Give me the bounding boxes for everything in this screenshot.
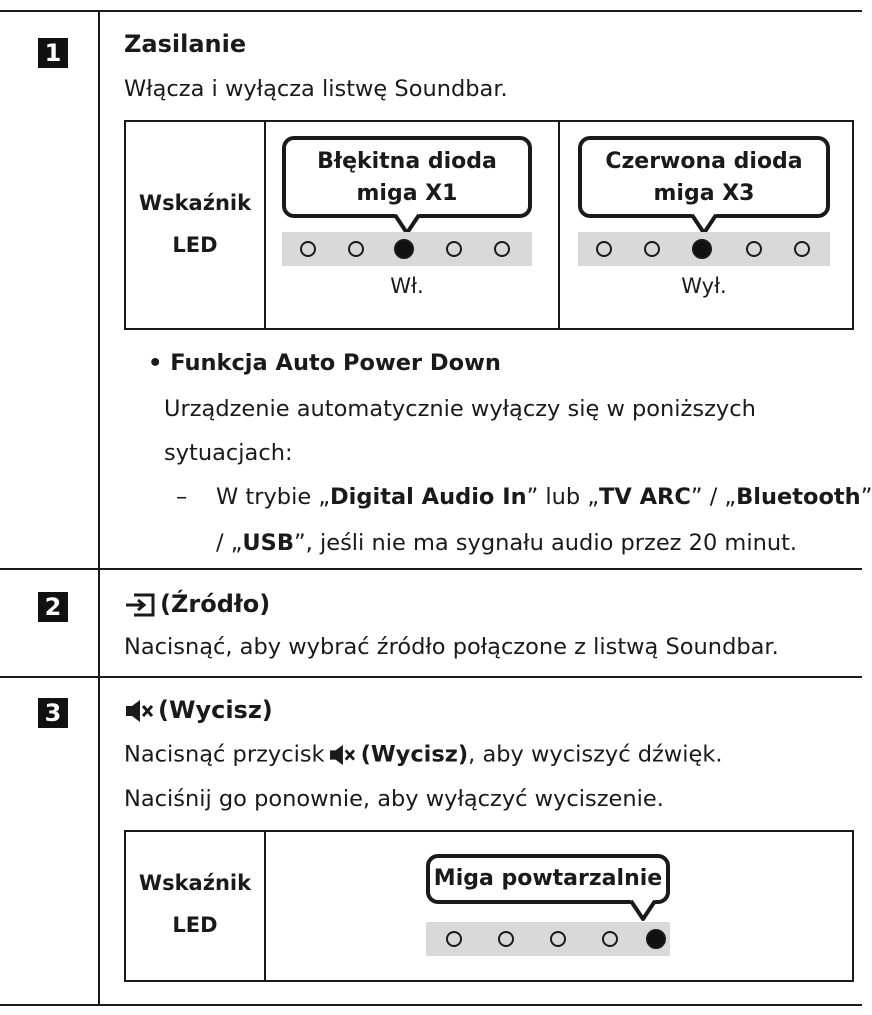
bottom-rule [0, 1004, 862, 1006]
led-dot [644, 241, 660, 257]
callout-tail [630, 900, 656, 922]
bullet-text-line1: Urządzenie automatycznie wyłączy się w poniższych [164, 396, 756, 422]
text-part: W trybie „ [216, 484, 330, 510]
led-dot-lit [646, 929, 666, 949]
section-title-power: Zasilanie [124, 30, 247, 58]
text-part: ”, jeśli nie ma sygnału audio przez 20 minut. [294, 530, 798, 556]
section-description-source: Nacisnąć, aby wybrać źródło połączone z listwą Soundbar. [124, 634, 779, 660]
callout-blue-led [282, 136, 532, 218]
led-dot [596, 241, 612, 257]
text-part: ” [860, 484, 872, 510]
led-dot [602, 931, 618, 947]
led-dot [446, 241, 462, 257]
mute-button-label: (Wycisz) [360, 741, 469, 768]
led-label [126, 862, 264, 946]
callout-blink-text: Miga powtarzalnie [433, 866, 663, 891]
led-dot [300, 241, 316, 257]
mute-icon [124, 698, 154, 724]
mode-bluetooth: Bluetooth [736, 484, 861, 510]
section-number-2: 2 [38, 592, 68, 622]
led-dot [746, 241, 762, 257]
led-label-line2: LED [172, 913, 218, 937]
section-title-mute [124, 696, 273, 724]
text-part: ” / „ [690, 484, 737, 510]
top-rule [0, 10, 862, 12]
sub-bullet-line2 [216, 532, 797, 555]
section-number-3: 3 [38, 698, 68, 728]
led-strip [282, 232, 532, 266]
led-dot [348, 241, 364, 257]
section-number-1: 1 [38, 38, 68, 68]
mute-icon [327, 743, 357, 767]
led-label-line1: Wskaźnik [138, 191, 252, 215]
callout-blue-line2: miga X1 [356, 181, 458, 206]
text-part: ” lub „ [526, 484, 600, 510]
callout-red-line1: Czerwona dioda [605, 149, 803, 174]
bullet-auto-power-down: • Funkcja Auto Power Down [148, 350, 501, 376]
source-title-text: (Źródło) [160, 590, 271, 618]
sub-bullet-dash: – [176, 484, 188, 510]
state-on: Wł. [390, 274, 424, 298]
text-part: Nacisnąć przycisk [124, 741, 325, 768]
section-title-source [124, 590, 270, 618]
callout-blink-repeat [426, 854, 670, 904]
callout-red-line2: miga X3 [653, 181, 755, 206]
section-divider-2 [0, 676, 862, 678]
led-dot [498, 931, 514, 947]
sub-bullet-line1 [216, 486, 872, 509]
led-dot [794, 241, 810, 257]
mode-tv-arc: TV ARC [599, 484, 691, 510]
led-table-sep-2 [558, 122, 560, 328]
mute-description-line1 [124, 743, 723, 767]
text-part: / „ [216, 530, 243, 556]
bullet-text-line2: sytuacjach: [164, 440, 293, 466]
mode-digital-audio-in: Digital Audio In [329, 484, 527, 510]
led-label-line1: Wskaźnik [138, 871, 252, 895]
led-table-power [124, 120, 854, 330]
led-dot [446, 931, 462, 947]
state-off: Wył. [681, 274, 727, 298]
section-description-power: Włącza i wyłącza listwę Soundbar. [124, 76, 508, 102]
led-strip [426, 922, 670, 956]
column-divider [98, 10, 100, 1005]
callout-blue-line1: Błękitna dioda [317, 149, 497, 174]
led-table-mute [124, 830, 854, 982]
led-dot-lit [692, 239, 712, 259]
mute-title-text: (Wycisz) [158, 696, 273, 724]
mode-usb: USB [242, 530, 295, 556]
source-icon [124, 593, 156, 617]
led-dot-lit [394, 239, 414, 259]
led-dot [550, 931, 566, 947]
callout-red-led [578, 136, 830, 218]
text-part: , aby wyciszyć dźwięk. [468, 741, 723, 768]
led-table-sep-1 [264, 122, 266, 328]
led-table-sep [264, 832, 266, 980]
led-strip [578, 232, 830, 266]
section-divider-1 [0, 568, 862, 570]
led-label-line2: LED [172, 233, 218, 257]
led-dot [494, 241, 510, 257]
mute-description-line2: Naciśnij go ponownie, aby wyłączyć wyciszenie. [124, 786, 664, 812]
led-label [126, 182, 264, 266]
